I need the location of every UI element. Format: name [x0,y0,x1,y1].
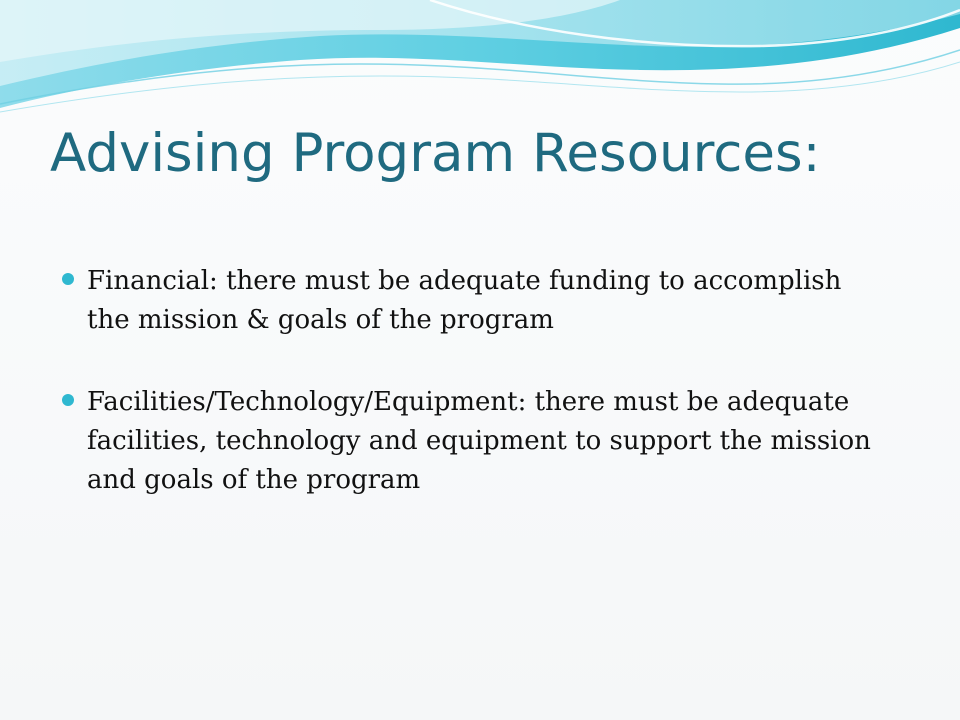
bullet-text: Facilities/Technology/Equipment: there must be adequate facilities, technology and equipment to support the mission and goals of the program [87,387,871,495]
bullet-item-financial [62,262,882,340]
bullet-dot-icon [62,394,74,406]
bullet-dot-icon [62,273,74,285]
bullet-item-facilities [62,383,882,500]
bullet-list [62,262,882,543]
slide-title: Advising Program Resources: [50,123,821,184]
decorative-wave-header [0,0,960,130]
bullet-text: Financial: there must be adequate funding to accomplish the mission & goals of the program [87,266,842,335]
